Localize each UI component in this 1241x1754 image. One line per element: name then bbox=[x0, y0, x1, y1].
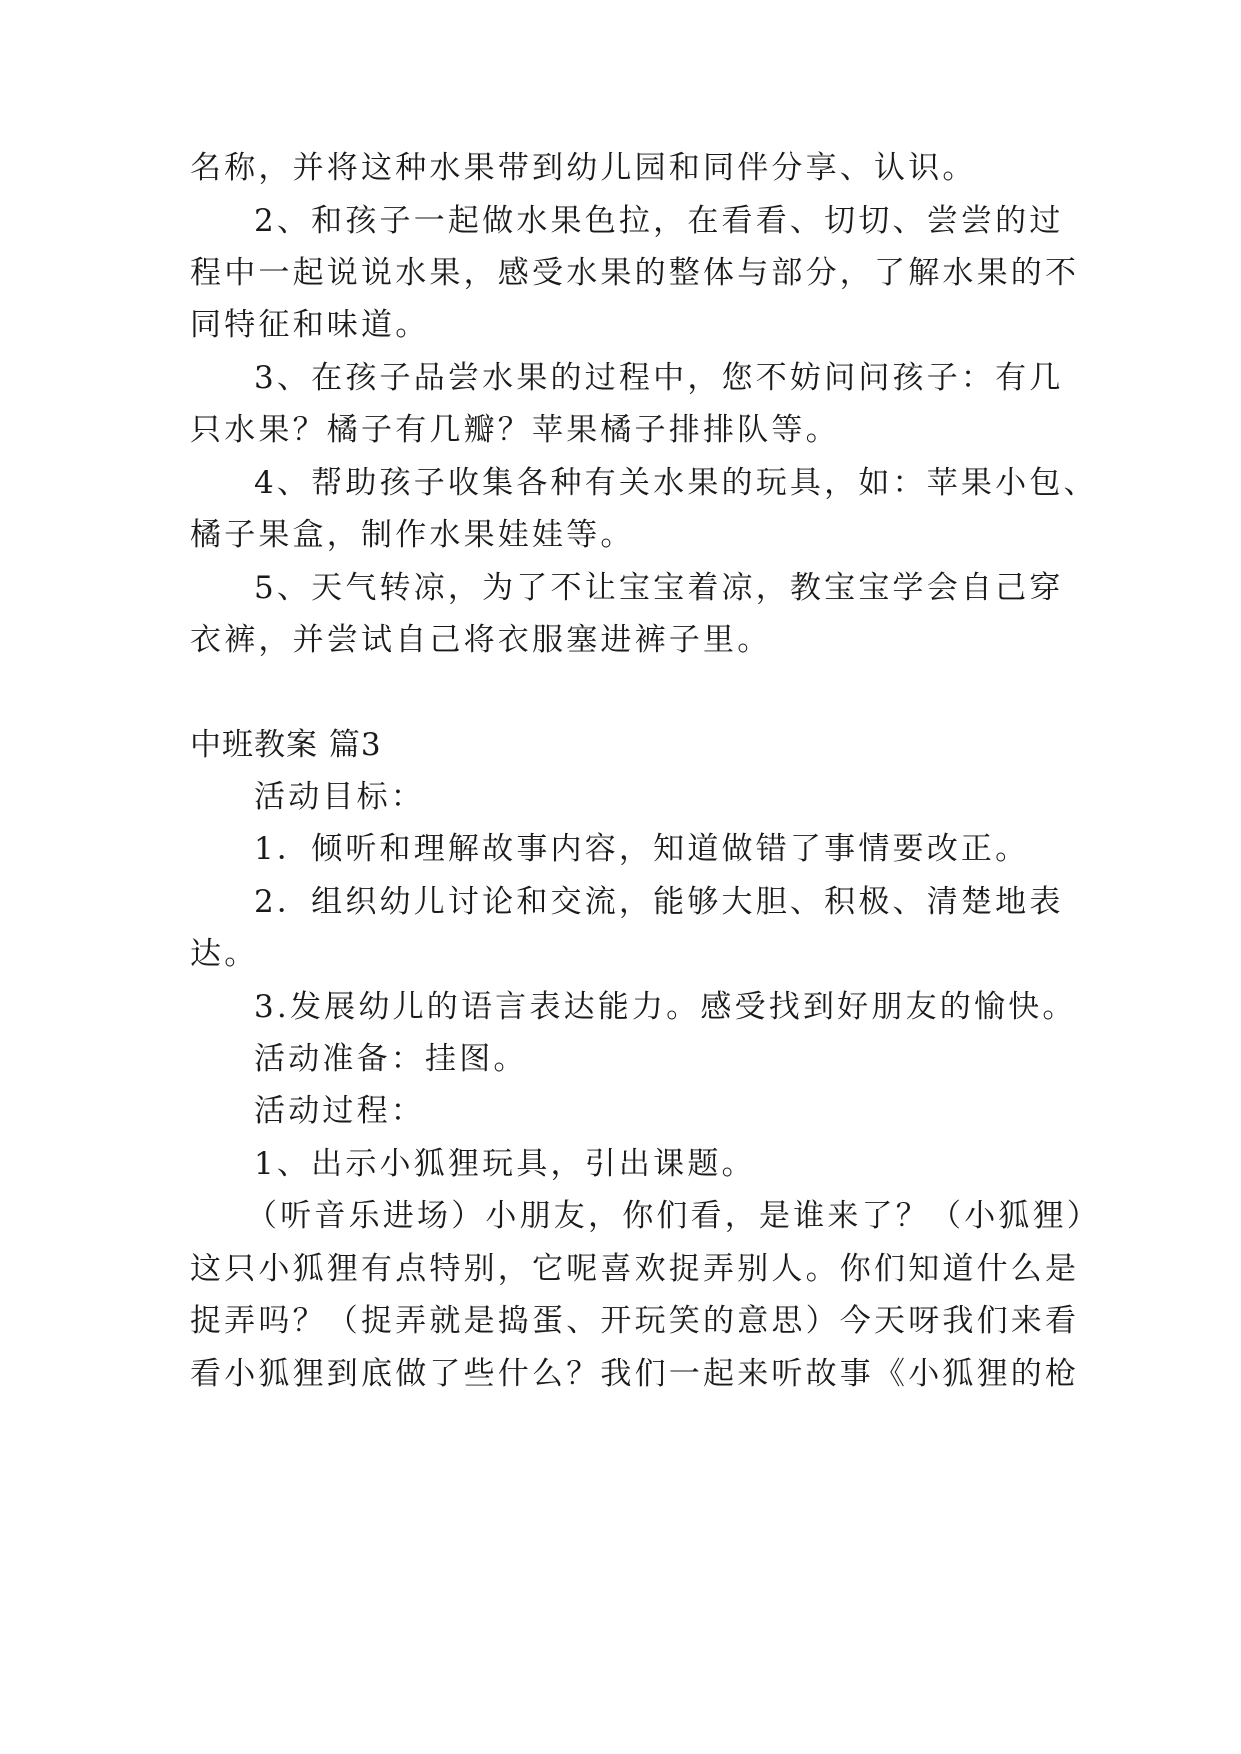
paragraph-line: 1、出示小狐狸玩具，引出课题。 bbox=[254, 1146, 756, 1182]
paragraph-line: 达。 bbox=[190, 936, 259, 972]
paragraph-line: 2．组织幼儿讨论和交流，能够大胆、积极、清楚地表 bbox=[254, 884, 1064, 920]
paragraph-line: 4、帮助孩子收集各种有关水果的玩具，如：苹果小包、 bbox=[254, 465, 1098, 501]
paragraph-line: 5、天气转凉，为了不让宝宝着凉，教宝宝学会自己穿 bbox=[254, 570, 1064, 606]
paragraph-line: 程中一起说说水果，感受水果的整体与部分，了解水果的不 bbox=[190, 255, 1080, 291]
paragraph-line: 活动过程： bbox=[254, 1093, 425, 1129]
paragraph-line: 3.发展幼儿的语言表达能力。感受找到好朋友的愉快。 bbox=[254, 989, 1077, 1025]
paragraph-line: 活动目标： bbox=[254, 779, 425, 815]
paragraph-line: （听音乐进场）小朋友，你们看，是谁来了？（小狐狸） bbox=[246, 1198, 1101, 1234]
paragraph-line: 捉弄吗？（捉弄就是捣蛋、开玩笑的意思）今天呀我们来看 bbox=[190, 1303, 1080, 1339]
paragraph-line: 1．倾听和理解故事内容，知道做错了事情要改正。 bbox=[254, 831, 1030, 867]
paragraph-line: 名称，并将这种水果带到幼儿园和同伴分享、认识。 bbox=[190, 150, 977, 186]
section-heading: 中班教案 篇3 bbox=[190, 727, 382, 763]
paragraph-line: 活动准备：挂图。 bbox=[254, 1041, 528, 1077]
paragraph-line: 2、和孩子一起做水果色拉，在看看、切切、尝尝的过 bbox=[254, 203, 1064, 239]
paragraph-line: 只水果？橘子有几瓣？苹果橘子排排队等。 bbox=[190, 412, 840, 448]
paragraph-line: 同特征和味道。 bbox=[190, 307, 430, 343]
paragraph-line: 3、在孩子品尝水果的过程中，您不妨问问孩子：有几 bbox=[254, 360, 1064, 396]
paragraph-line: 这只小狐狸有点特别，它呢喜欢捉弄别人。你们知道什么是 bbox=[190, 1251, 1080, 1287]
paragraph-line: 衣裤，并尝试自己将衣服塞进裤子里。 bbox=[190, 622, 772, 658]
paragraph-line: 看小狐狸到底做了些什么？我们一起来听故事《小狐狸的枪 bbox=[190, 1356, 1080, 1392]
paragraph-line: 橘子果盒，制作水果娃娃等。 bbox=[190, 517, 635, 553]
